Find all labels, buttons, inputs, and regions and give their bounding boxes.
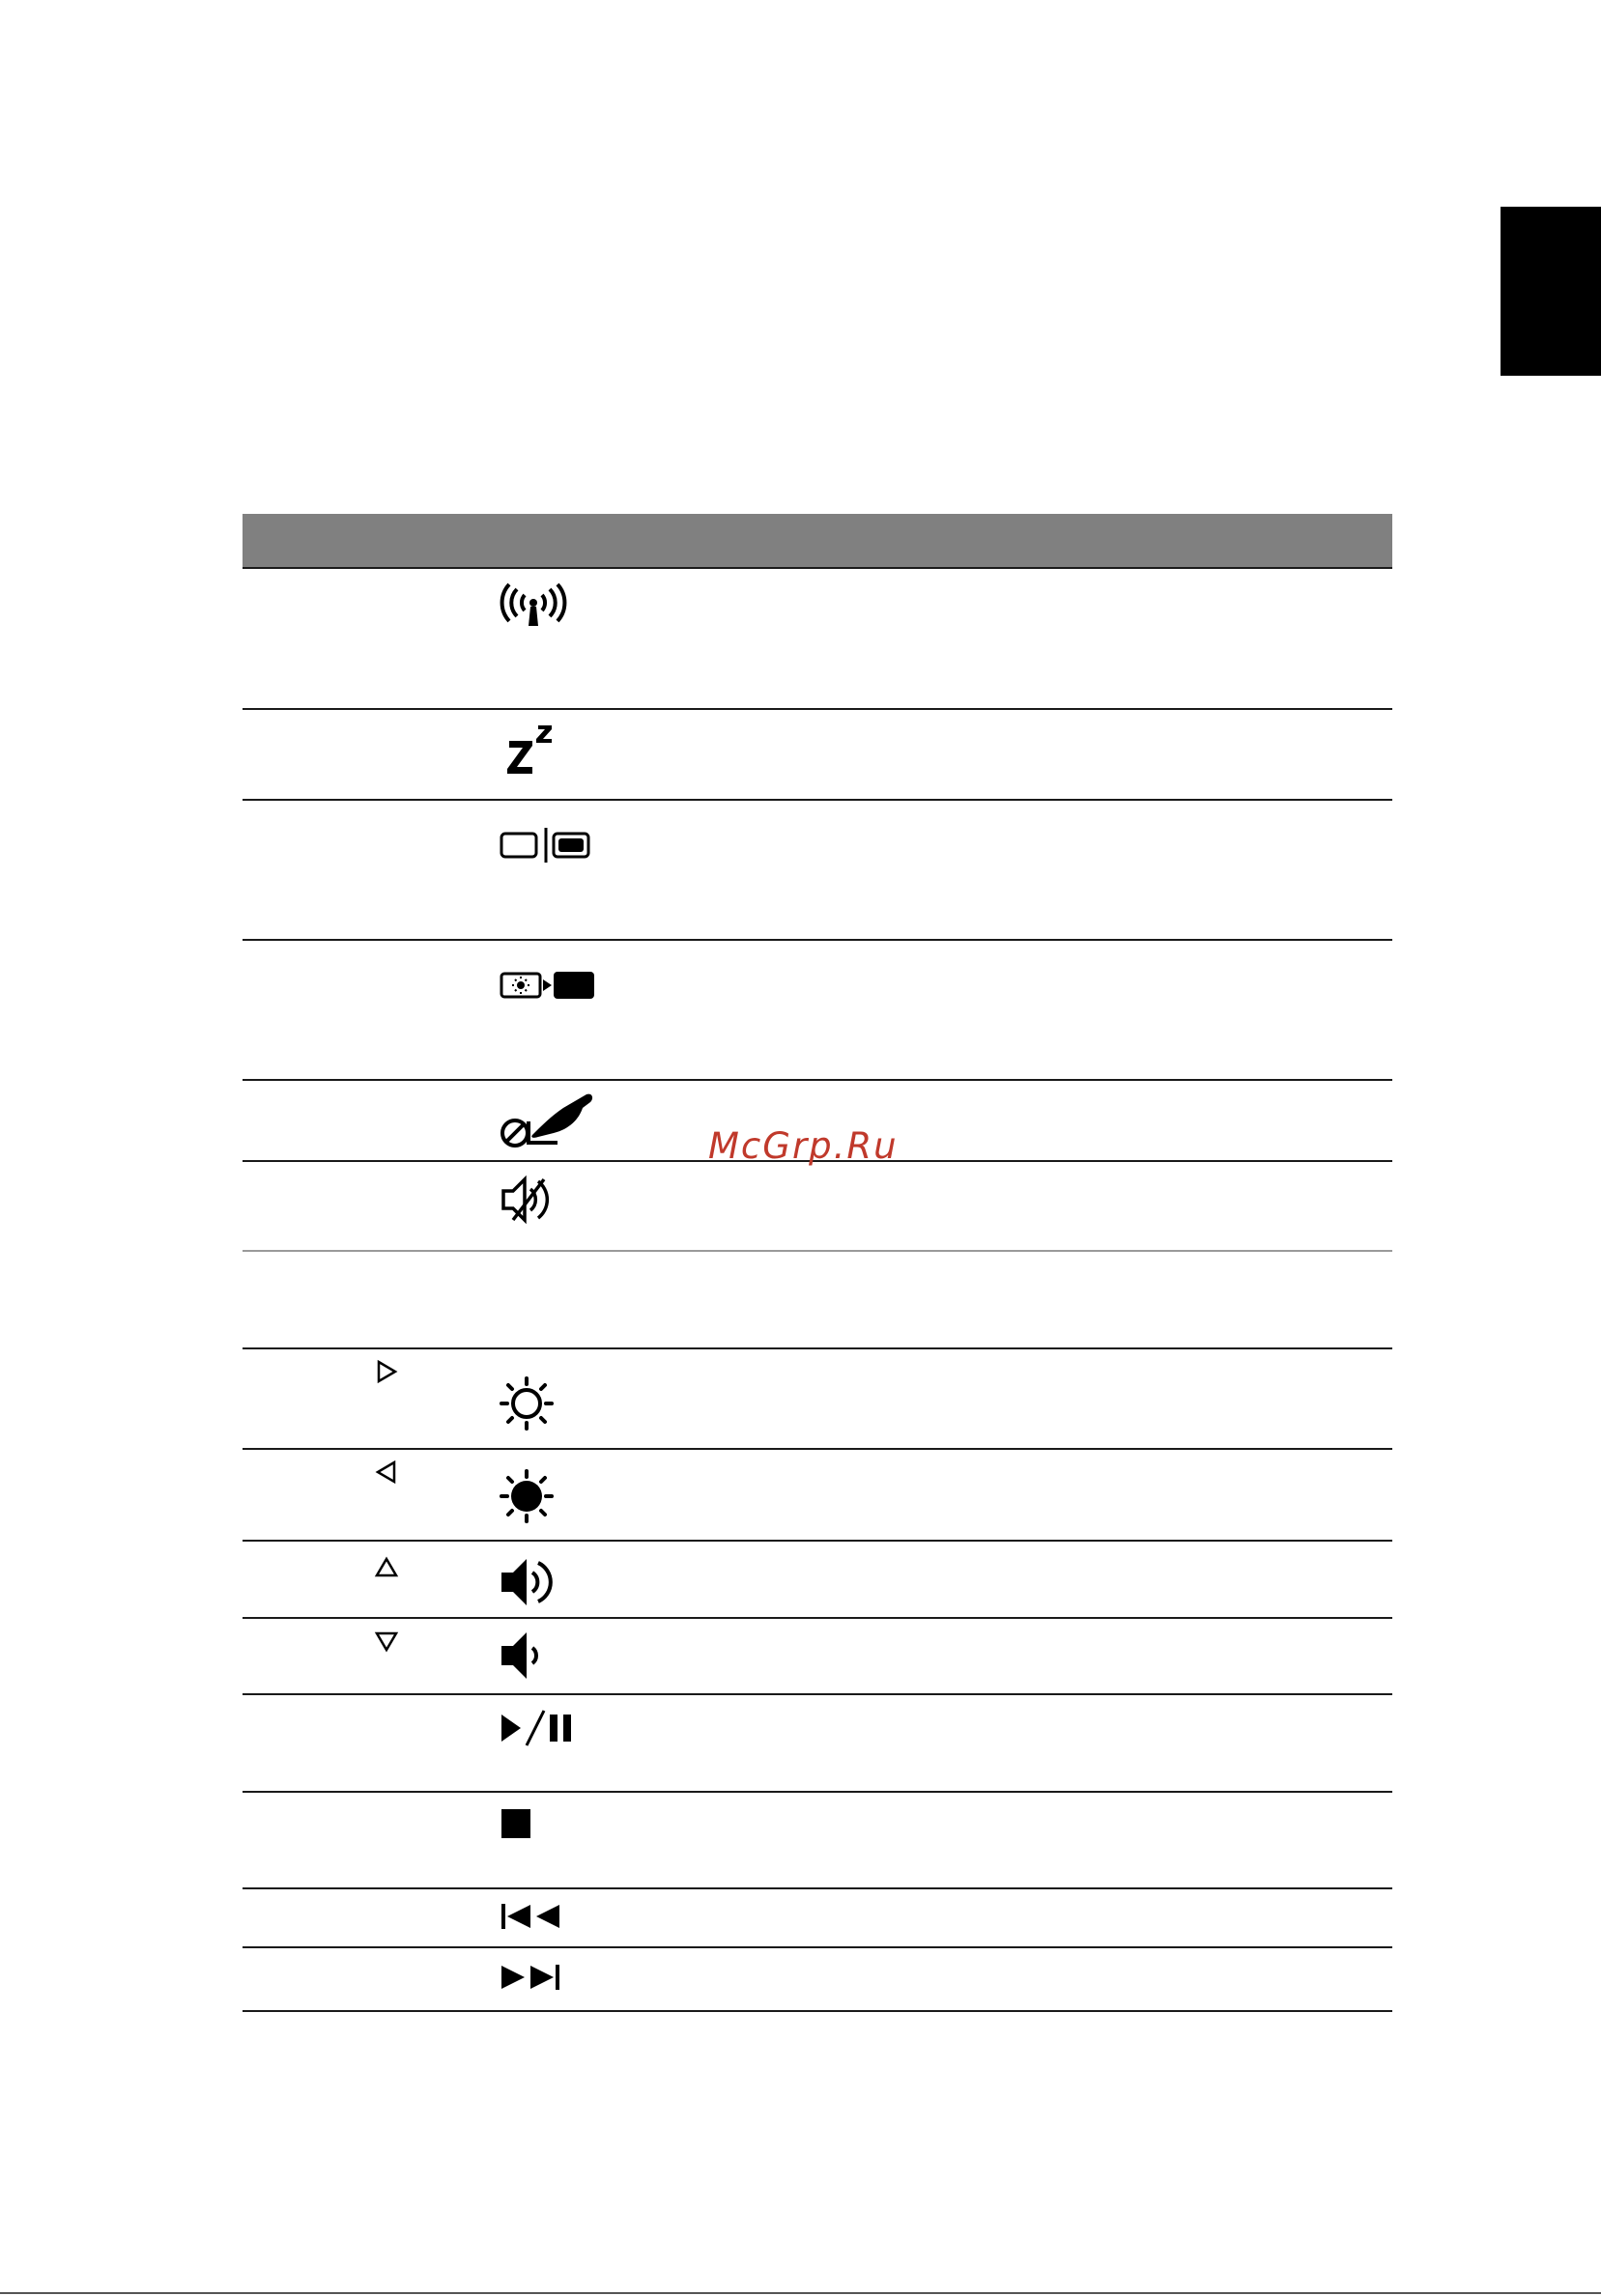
- table-row: [243, 799, 1392, 939]
- table-row: [243, 1347, 1392, 1448]
- down-arrow-icon: [374, 1629, 399, 1654]
- page-bottom-rule: [0, 2292, 1601, 2294]
- volume-up-icon: [500, 1555, 557, 1609]
- next-track-icon: [500, 1964, 563, 1991]
- sleep-zz-icon: [500, 722, 557, 780]
- table-row: [243, 1250, 1392, 1347]
- table-row: [243, 1160, 1392, 1250]
- wireless-communication-icon: [500, 583, 567, 632]
- table-header: [243, 514, 1392, 567]
- table-row: [243, 708, 1392, 799]
- volume-down-icon: [500, 1629, 548, 1683]
- touchpad-toggle-icon: [500, 1091, 596, 1148]
- right-arrow-icon: [374, 1359, 399, 1384]
- display-toggle-icon: [500, 828, 592, 863]
- previous-track-icon: [500, 1903, 563, 1930]
- table-row: [243, 1887, 1392, 1946]
- brightness-down-icon: [500, 1469, 554, 1523]
- stop-icon: [500, 1807, 532, 1840]
- screen-blank-icon: [500, 968, 596, 1003]
- watermark-text: McGrp.Ru: [708, 1125, 899, 1167]
- up-arrow-icon: [374, 1555, 399, 1580]
- table-row: [243, 939, 1392, 1079]
- table-row: [243, 1946, 1392, 2012]
- table-row: [243, 1693, 1392, 1791]
- table-row: [243, 1617, 1392, 1693]
- table-row: [243, 567, 1392, 708]
- play-pause-icon: [500, 1709, 577, 1751]
- brightness-up-icon: [500, 1376, 554, 1431]
- table-row: [243, 1448, 1392, 1540]
- chapter-tab: [1501, 207, 1601, 376]
- hotkey-table: [243, 514, 1392, 2012]
- table-row: [243, 1540, 1392, 1617]
- table-row: [243, 1791, 1392, 1887]
- left-arrow-icon: [374, 1460, 399, 1485]
- speaker-toggle-icon: [500, 1176, 557, 1224]
